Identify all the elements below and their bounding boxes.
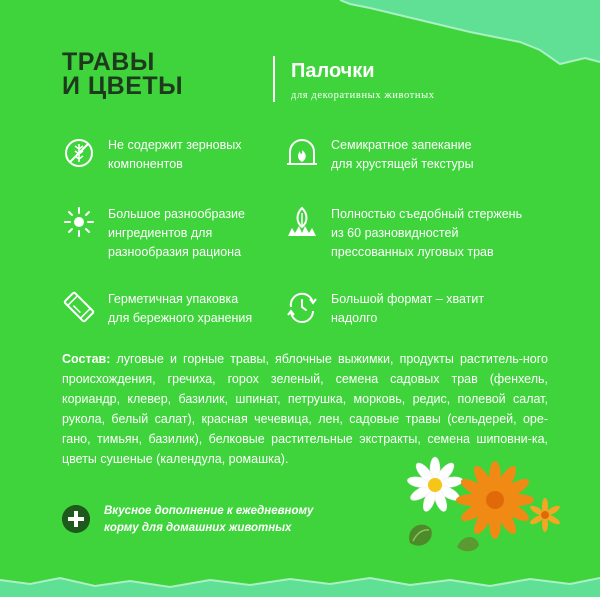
bottom-note: Вкусное дополнение к ежедневному корму для домашних животных bbox=[104, 505, 314, 534]
composition-label: Состав: bbox=[62, 352, 111, 366]
edible-core-icon bbox=[285, 205, 319, 239]
sealed-pack-icon bbox=[62, 290, 96, 324]
torn-paper-bottom bbox=[0, 572, 600, 597]
variety-sparkle-icon bbox=[62, 205, 96, 239]
feature-text: Не содержит зерновых компонентов bbox=[108, 138, 242, 171]
feature-sealed-pack bbox=[62, 290, 252, 328]
feature-text: Семикратное запекание для хрустящей текстуры bbox=[331, 138, 474, 171]
feature-text: Полностью съедобный стержень из 60 разновидностей прессованных луговых трав bbox=[331, 207, 523, 259]
brand-line-1: ТРАВЫ bbox=[62, 48, 155, 76]
feature-edible-core bbox=[285, 205, 522, 262]
feature-baking bbox=[285, 136, 474, 174]
oven-fire-icon bbox=[285, 136, 319, 170]
flowers-illustration bbox=[405, 455, 565, 555]
brand-line-2: И ЦВЕТЫ bbox=[62, 72, 184, 100]
feature-variety bbox=[62, 205, 245, 262]
plus-icon bbox=[62, 505, 90, 533]
feature-long-lasting bbox=[285, 290, 484, 328]
composition-body: луговые и горные травы, яблочные выжимки, продукты раститель-ного происхождения, гречиха, горох зеленый, семена садовых трав (фенхель, кориандр, клевер, базилик, шпинат, петрушка, морковь, редис, полевой салат, рукола, белый салат), красная чечевица, лен, садовые травы (сельдерей, оре-гано, тимьян, базилик), белковые растительные экстракты, семена шиповни-ка, цветы сушеные (календула, ромашка). bbox=[62, 352, 548, 466]
header-divider bbox=[273, 56, 275, 102]
product-title: Палочки bbox=[291, 60, 375, 82]
long-lasting-icon bbox=[285, 290, 319, 324]
no-grain-icon bbox=[62, 136, 96, 170]
product-subtitle: для декоративных животных bbox=[291, 90, 435, 101]
feature-text: Большое разнообразие ингредиентов для разнообразия рациона bbox=[108, 207, 245, 259]
feature-text: Большой формат – хватит надолго bbox=[331, 292, 485, 325]
brand-logo bbox=[62, 50, 183, 98]
feature-text: Герметичная упаковка для бережного хранения bbox=[108, 292, 253, 325]
composition-text bbox=[62, 349, 548, 469]
feature-no-grain bbox=[62, 136, 241, 174]
